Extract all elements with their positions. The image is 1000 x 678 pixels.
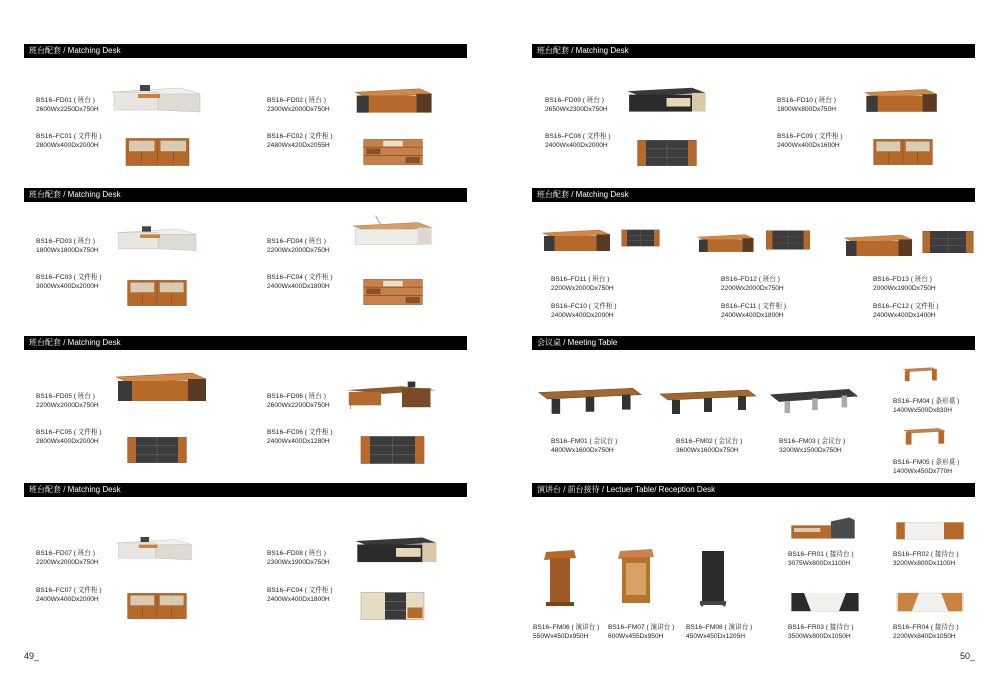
desk-wood-icon [840, 228, 915, 260]
product-label: BS16–FC08 ( 文件柜 ) 2400Wx400Dx2000H [545, 133, 611, 149]
product-label: BS16–FD03 ( 班台 ) 1800Wx1800Dx750H [36, 238, 99, 254]
product-label: BS16–FM08 ( 演讲台 ) 450Wx450Dx1205H [686, 624, 753, 640]
section-title: 班台配套 / Matching Desk [537, 46, 629, 55]
reception-desk-icon [790, 512, 856, 544]
meeting-table-icon [658, 386, 758, 416]
section-header [24, 483, 467, 497]
desk-wood-icon [350, 82, 435, 116]
product-label: BS16–FR02 ( 接待台 ) 3200Wx800Dx1100H [893, 551, 959, 567]
lectern-icon [692, 546, 732, 608]
desk-wood-icon [538, 222, 613, 256]
desk-black-icon [624, 80, 709, 116]
reception-desk-icon [895, 583, 965, 617]
section-header [24, 44, 467, 58]
section-header [532, 483, 975, 497]
meeting-table-icon [535, 384, 645, 416]
l-desk-white-icon [110, 78, 210, 118]
product-label: BS16–FD06 ( 班台 ) 2600Wx2200Dx750H [267, 393, 330, 409]
bar-table-icon [900, 418, 948, 454]
section-header [24, 188, 467, 202]
product-label: BS16–FC10 ( 文件柜 ) 2400Wx400Dx2000H [551, 303, 617, 319]
cabinet-dark-icon [122, 430, 192, 470]
product-label: BS16–FM03 ( 会议台 ) 3200Wx1500Dx750H [779, 438, 846, 454]
product-label: BS16–FD09 ( 班台 ) 2650Wx2300Dx750H [545, 97, 608, 113]
section-title: 演讲台 / 前台接待 / Lectuer Table/ Reception Desk [537, 485, 716, 494]
reception-desk-icon [790, 583, 860, 617]
cabinet-dark-icon [632, 132, 702, 174]
meeting-table-icon [768, 384, 860, 418]
product-label: BS16–FD12 ( 班台 ) 2200Wx2000Dx750H [721, 276, 784, 292]
product-label: BS16–FD13 ( 班台 ) 2000Wx1900Dx750H [873, 276, 936, 292]
cabinet-wood-icon [122, 273, 192, 313]
product-label: BS16–FC03 ( 文件柜 ) 3000Wx400Dx2000H [36, 274, 102, 290]
product-label: BS16–FC04 ( 文件柜 ) 2400Wx400Dx1800H [267, 274, 333, 290]
product-label: BS16–FM05 ( 条形桌 ) 1400Wx450Dx770H [893, 459, 960, 475]
cabinet-open-icon [358, 272, 428, 312]
product-label: BS16–FM02 ( 会议台 ) 3600Wx1600Dx750H [676, 438, 743, 454]
product-label: BS16–FC11 ( 文件柜 ) 2400Wx400Dx1800H [721, 303, 787, 319]
desk-black-icon [352, 530, 440, 566]
product-label: BS16–FM06 ( 演讲台 ) 550Wx450Dx950H [533, 624, 600, 640]
product-label: BS16–FD07 ( 班台 ) 2200Wx2000Dx750H [36, 550, 99, 566]
lectern-icon [616, 546, 656, 608]
product-label: BS16–FR01 ( 接待台 ) 3075Wx800Dx1100H [788, 551, 854, 567]
l-desk-white-icon [115, 525, 200, 571]
page-number: 50_ [960, 651, 976, 661]
desk-wood-icon [694, 226, 756, 258]
product-label: BS16–FC04 ( 文件柜 ) 2400Wx400Dx1800H [267, 587, 333, 603]
product-label: BS16–FD11 ( 班台 ) 2200Wx2000Dx750H [551, 276, 614, 292]
section-header [532, 188, 975, 202]
product-label: BS16–FM04 ( 条形桌 ) 1400Wx500Dx830H [893, 398, 960, 414]
product-label: BS16–FD05 ( 班台 ) 2200Wx2000Dx750H [36, 393, 99, 409]
cabinet-wood-icon [868, 132, 938, 172]
product-label: BS16–FD10 ( 班台 ) 1800Wx800Dx750H [777, 97, 837, 113]
cabinet-wood-icon [122, 585, 192, 627]
section-title: 班台配套 / Matching Desk [29, 46, 121, 55]
product-label: BS16–FD02 ( 班台 ) 2300Wx2000Dx750H [267, 97, 330, 113]
cabinet-dark-icon [762, 221, 814, 259]
reception-desk-icon [895, 512, 965, 544]
product-label: BS16–FD04 ( 班台 ) 2200Wx2000Dx750H [267, 238, 330, 254]
section-header [532, 336, 975, 350]
product-label: BS16–FC01 ( 文件柜 ) 2800Wx400Dx2000H [36, 133, 102, 149]
cabinet-wood-icon [120, 133, 195, 171]
desk-white-icon [350, 213, 435, 249]
product-label: BS16–FM01 ( 会议台 ) 4800Wx1600Dx750H [551, 438, 618, 454]
product-label: BS16–FC09 ( 文件柜 ) 2400Wx400Dx1600H [777, 133, 843, 149]
section-title: 会议桌 / Meeting Table [537, 338, 618, 347]
product-label: BS16–FC02 ( 文件柜 ) 2480Wx420Dx2055H [267, 133, 333, 149]
section-title: 班台配套 / Matching Desk [537, 190, 629, 199]
product-label: BS16–FC12 ( 文件柜 ) 2400Wx400Dx1400H [873, 303, 939, 319]
product-label: BS16–FM07 ( 演讲台 ) 600Wx455Dx950H [608, 624, 675, 640]
product-label: BS16–FR03 ( 接待台 ) 3500Wx800Dx1050H [788, 624, 854, 640]
product-label: BS16–FC05 ( 文件柜 ) 2800Wx400Dx2000H [36, 429, 102, 445]
product-label: BS16–FC07 ( 文件柜 ) 2400Wx400Dx2000H [36, 587, 102, 603]
product-label: BS16–FC06 ( 文件柜 ) 2400Wx400Dx1280H [267, 429, 333, 445]
bar-table-icon [900, 354, 940, 394]
lectern-icon [540, 548, 580, 608]
page-number: 49_ [24, 651, 40, 661]
section-title: 班台配套 / Matching Desk [29, 485, 121, 494]
desk-wood-icon [860, 82, 940, 116]
section-header [24, 336, 467, 350]
cabinet-dark-icon [618, 220, 663, 256]
product-label: BS16–FR04 ( 接待台 ) 2200Wx840Dx1050H [893, 624, 959, 640]
product-label: BS16–FD01 ( 班台 ) 2600Wx2250Dx750H [36, 97, 99, 113]
l-desk-wood-icon [345, 372, 440, 412]
product-label: BS16–FD08 ( 班台 ) 2300Wx1900Dx750H [267, 550, 330, 566]
cabinet-open-icon [358, 133, 428, 171]
cabinet-dark-icon [355, 430, 430, 470]
l-desk-white-icon [115, 220, 205, 256]
cabinet-dark-icon [918, 224, 978, 260]
section-title: 班台配套 / Matching Desk [29, 338, 121, 347]
section-header [532, 44, 975, 58]
section-title: 班台配套 / Matching Desk [29, 190, 121, 199]
desk-wood-icon [110, 362, 210, 408]
cabinet-cream-icon [355, 585, 430, 627]
